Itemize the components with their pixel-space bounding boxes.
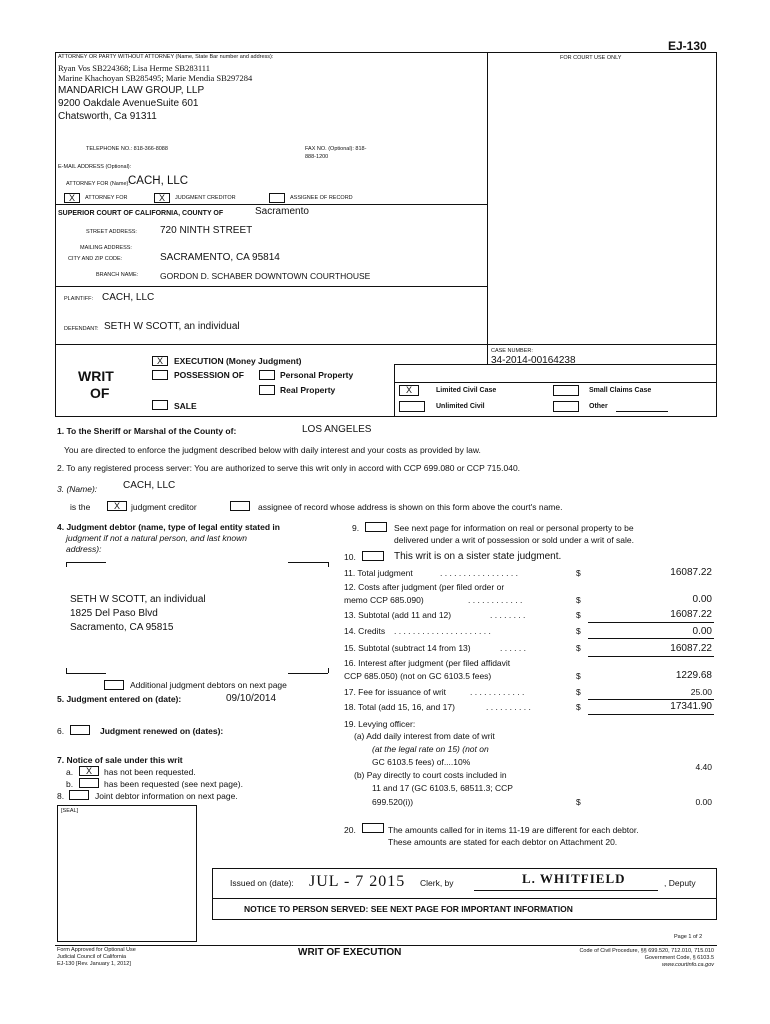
row-17-dots: . . . . . . . . . . . . [470,687,525,697]
row-18-label: 18. Total (add 15, 16, and 17) [344,702,455,712]
row-14-dots: . . . . . . . . . . . . . . . . . . . . . [394,626,491,636]
limited-civil-label: Limited Civil Case [436,387,497,394]
limited-civil-checkbox[interactable]: X [399,385,419,396]
deputy-label: , Deputy [664,878,696,888]
debtor-name: SETH W SCOTT, an individual [70,594,206,605]
row-12-label: 12. Costs after judgment (per filed order or [344,582,505,592]
attorney-line1: Ryan Vos SB224368; Lisa Herme SB283111 [58,63,210,73]
firm-address2: Chatsworth, Ca 91311 [58,111,157,122]
possession-checkbox[interactable] [152,370,168,380]
item8-text: Joint debtor information on next page. [95,791,238,801]
item7b-checkbox[interactable] [79,778,99,788]
court-county: Sacramento [255,206,309,217]
street-value: 720 NINTH STREET [160,225,253,236]
item5-date: 09/10/2014 [226,693,277,704]
debtor-address2: Sacramento, CA 95815 [70,622,174,633]
row-19b-dollar: $ [576,797,581,807]
item8-num: 8. [57,791,65,801]
other-label: Other [589,403,608,410]
writ-title: WRIT [78,368,114,384]
row-12-dollar: $ [576,595,581,605]
firm-name: MANDARICH LAW GROUP, LLP [58,85,205,96]
item9-num: 9. [352,523,360,533]
item5-label: 5. Judgment entered on (date): [57,694,182,704]
item3-jc-label: judgment creditor [131,502,197,512]
item4-label: 4. Judgment debtor (name, type of legal entity stated in [57,522,280,532]
row-12b-dots: . . . . . . . . . . . . [468,595,523,605]
mailing-label: MAILING ADDRESS: [80,245,132,251]
row-13-label: 13. Subtotal (add 11 and 12) [344,610,452,620]
attorney-for-option: ATTORNEY FOR [85,195,128,201]
footer-title: WRIT OF EXECUTION [298,947,402,958]
row-19b-line1: (b) Pay directly to court costs included in [354,770,507,780]
judgment-creditor-checkbox[interactable]: X [154,193,170,203]
footer-left3: EJ-130 [Rev. January 1, 2012] [57,961,131,967]
personal-property-label: Personal Property [280,370,354,380]
case-number: 34-2014-00164238 [491,355,576,366]
row-19b-line3: 699.520(i)) [372,797,414,807]
possession-label: POSSESSION OF [174,370,244,380]
real-property-label: Real Property [280,385,336,395]
item1-text: You are directed to enforce the judgment described below with daily interest and your costs as provided by law. [64,445,481,455]
attorney-for-checkbox[interactable]: X [64,193,80,203]
item6-checkbox[interactable] [70,725,90,735]
row-17-dollar: $ [576,687,581,697]
case-number-label: CASE NUMBER: [491,348,533,354]
branch-value: GORDON D. SCHABER DOWNTOWN COURTHOUSE [160,271,371,281]
row-19b-line2: 11 and 17 (GC 6103.5, 68511.3; CCP [372,783,513,793]
row-14-value: 0.00 [692,626,712,637]
item3-label: 3. (Name): [57,484,98,494]
branch-label: BRANCH NAME: [96,272,139,278]
item7a-checkbox[interactable]: X [79,766,99,776]
item7b-text: has been requested (see next page). [104,779,243,789]
item9-checkbox[interactable] [365,522,387,532]
row-19a-line1: (a) Add daily interest from date of writ [354,731,495,741]
row-13-value: 16087.22 [670,609,712,620]
row-18-dots: . . . . . . . . . . [486,702,531,712]
court-heading: SUPERIOR COURT OF CALIFORNIA, COUNTY OF [58,210,224,217]
item1-label: 1. To the Sheriff or Marshal of the County of: [57,426,237,436]
other-checkbox[interactable] [553,401,579,412]
item3-assignee-label: assignee of record whose address is shown on this form above the court's name. [258,502,563,512]
attorney-for-label: ATTORNEY FOR (Name): [66,181,130,187]
sale-checkbox[interactable] [152,400,168,410]
row-18-dollar: $ [576,702,581,712]
item6-num: 6. [57,726,65,736]
attorney-for-name: CACH, LLC [128,175,189,187]
item7a-text: has not been requested. [104,767,196,777]
row-17-label: 17. Fee for issuance of writ [344,687,447,697]
street-label: STREET ADDRESS: [86,229,137,235]
item20-text2: These amounts are stated for each debtor on Attachment 20. [388,837,618,847]
row-11-label: 11. Total judgment [344,568,413,578]
row-16-label: 16. Interest after judgment (per filed affidavit [344,658,511,668]
attorney-label: ATTORNEY OR PARTY WITHOUT ATTORNEY (Name, State Bar number and address): [58,54,274,60]
row-11-dots: . . . . . . . . . . . . . . . . . [440,568,518,578]
item20-checkbox[interactable] [362,823,384,833]
judgment-creditor-option: JUDGMENT CREDITOR [175,195,236,201]
seal-label: [SEAL] [61,808,79,814]
seal-box [57,805,197,942]
row-19b-value: 0.00 [695,797,712,807]
execution-label: EXECUTION (Money Judgment) [174,356,302,366]
item10-checkbox[interactable] [362,551,384,561]
page-number: Page 1 of 2 [674,934,703,940]
writ-of: OF [90,385,110,401]
item3-jc-checkbox[interactable]: X [107,501,127,511]
row-15-dollar: $ [576,643,581,653]
item4-label3: address): [66,544,102,554]
court-use-label: FOR COURT USE ONLY [560,55,622,61]
footer-left1: Form Approved for Optional Use [57,947,136,953]
item3-name: CACH, LLC [123,480,176,491]
assignee-checkbox[interactable] [269,193,285,203]
unlimited-civil-checkbox[interactable] [399,401,425,412]
plaintiff-value: CACH, LLC [102,292,155,303]
item7a-num: a. [66,767,74,777]
row-13-dollar: $ [576,610,581,620]
row-19a-line2: (at the legal rate on 15) (not on [372,744,489,754]
personal-property-checkbox[interactable] [259,370,275,380]
row-16-value: 1229.68 [675,670,712,681]
footer-right1: Code of Civil Procedure, §§ 699.520, 712.010, 715.010 [579,948,714,954]
firm-address1: 9200 Oakdale AvenueSuite 601 [58,98,199,109]
assignee-option: ASSIGNEE OF RECORD [290,195,353,201]
email-label: E-MAIL ADDRESS (Optional): [58,164,132,170]
row-12b-label: memo CCP 685.090) [344,595,424,605]
row-15-label: 15. Subtotal (subtract 14 from 13) [344,643,471,653]
small-claims-checkbox[interactable] [553,385,579,396]
defendant-value: SETH W SCOTT, an individual [104,321,240,332]
small-claims-label: Small Claims Case [589,387,652,394]
execution-checkbox[interactable]: X [152,356,168,366]
debtor-address1: 1825 Del Paso Blvd [70,608,158,619]
item6-label: Judgment renewed on (dates): [100,726,224,736]
item3-is: is the [70,502,91,512]
row-12-value: 0.00 [692,594,712,605]
row-16b-label: CCP 685.050) (not on GC 6103.5 fees) [344,671,492,681]
item7-label: 7. Notice of sale under this writ [57,755,183,765]
footer-left2: Judicial Council of California [57,954,127,960]
item9-text2: delivered under a writ of possession or sold under a writ of sale. [394,535,635,545]
footer-right2: Government Code, § 6103.5 [644,955,714,961]
row-18-value: 17341.90 [670,701,712,712]
fax: FAX NO. (Optional): 818- [305,146,367,152]
unlimited-civil-label: Unlimited Civil [436,403,485,410]
footer-right3: www.courtinfo.ca.gov [662,962,714,968]
sale-label: SALE [174,401,197,411]
form-id: EJ-130 [668,39,707,53]
row-19a-line3: GC 6103.5 fees) of....10% [372,757,471,767]
real-property-checkbox[interactable] [259,385,275,395]
row-14-dollar: $ [576,626,581,636]
city-label: CITY AND ZIP CODE: [68,256,123,262]
item7b-num: b. [66,779,74,789]
row-11-value: 16087.22 [670,567,712,578]
attorney-line2: Marine Khachoyan SB285495; Marie Mendia SB297284 [58,73,253,83]
row-17-value: 25.00 [690,687,712,697]
row-16-dollar: $ [576,671,581,681]
row-14-label: 14. Credits [344,626,386,636]
item10-num: 10. [344,552,356,562]
issued-label: Issued on (date): [230,878,294,888]
additional-debtors-label: Additional judgment debtors on next page [130,680,287,690]
row-13-dots: . . . . . . . . [490,610,526,620]
item8-checkbox[interactable] [69,790,89,800]
item3-assignee-checkbox[interactable] [230,501,250,511]
fax-cont: 888-1200 [305,154,329,160]
city-value: SACRAMENTO, CA 95814 [160,252,280,263]
clerk-signature: L. WHITFIELD [522,871,626,886]
item2-text: 2. To any registered process server: You are authorized to serve this writ only in accord with CCP 699.080 or CCP 715.040. [57,463,521,473]
issued-date: JUL - 7 2015 [309,873,406,890]
item20-num: 20. [344,825,356,835]
notice-text: NOTICE TO PERSON SERVED: SEE NEXT PAGE FOR IMPORTANT INFORMATION [244,904,573,914]
item10-text: This writ is on a sister state judgment. [394,551,562,562]
item9-text1: See next page for information on real or personal property to be [394,523,634,533]
clerk-label: Clerk, by [420,878,454,888]
defendant-label: DEFENDANT: [64,326,99,332]
row-19a-value: 4.40 [695,762,712,772]
row-19-label: 19. Levying officer: [344,719,416,729]
row-15-dots: . . . . . . [500,643,526,653]
additional-debtors-checkbox[interactable] [104,680,124,690]
row-15-value: 16087.22 [670,643,712,654]
row-11-dollar: $ [576,568,581,578]
plaintiff-label: PLAINTIFF: [64,296,94,302]
item20-text1: The amounts called for in items 11-19 are different for each debtor. [388,825,639,835]
item1-county: LOS ANGELES [302,424,372,435]
phone: TELEPHONE NO.: 818-366-8088 [86,146,168,152]
item4-label2: judgment if not a natural person, and last known [66,533,247,543]
